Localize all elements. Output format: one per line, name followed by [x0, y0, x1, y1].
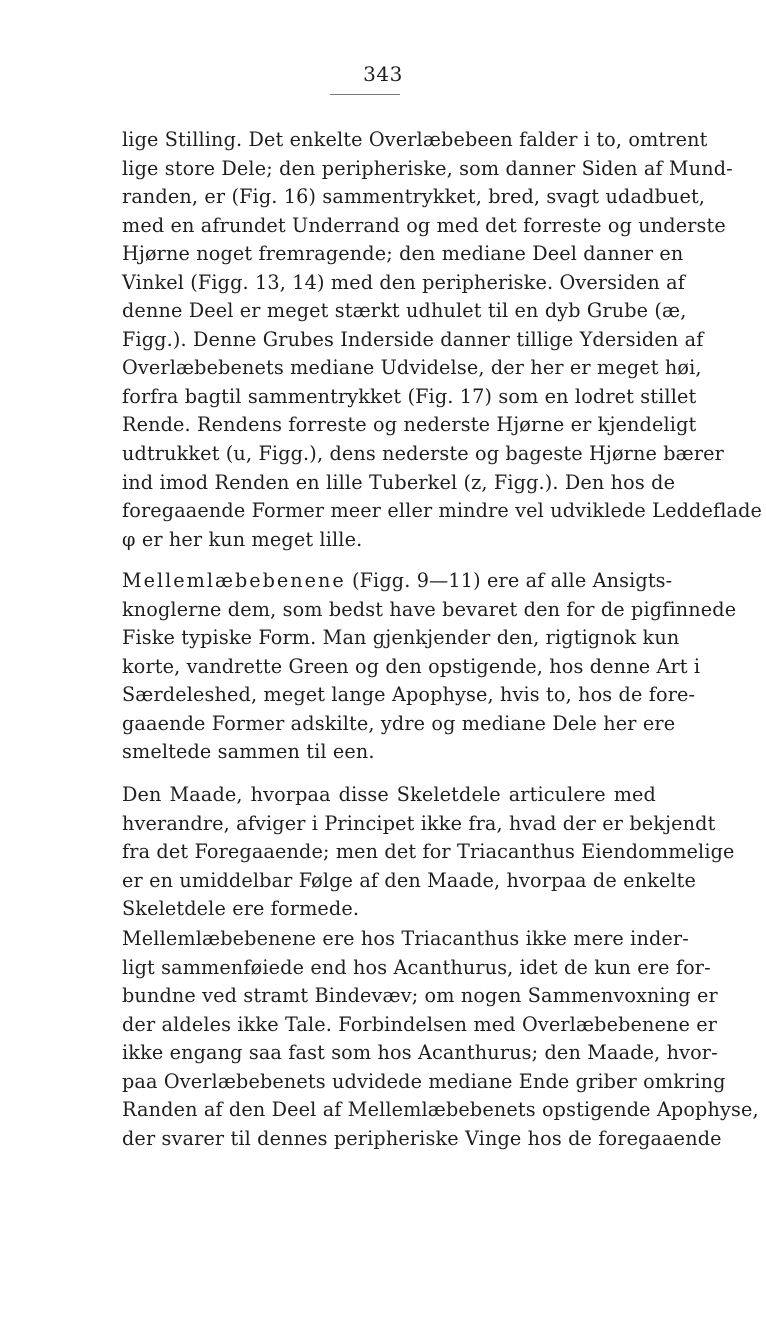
text-line: knoglerne dem, som bedst have bevaret den for de pigfinnede — [122, 597, 737, 621]
text-line: forfra bagtil sammentrykket (Fig. 17) som en lodret stillet — [122, 384, 697, 408]
text-line: Overlæbebenets mediane Udvidelse, der her er meget høi, — [122, 356, 702, 380]
text-line: Mellemlæbebenene ere hos Triacanthus ikke mere inder- — [122, 927, 689, 950]
text-line: gaaende Former adskilte, ydre og mediane Dele her ere — [122, 711, 676, 735]
text-line: Figg.). Denne Grubes Inderside danner tillige Ydersiden af — [122, 327, 704, 351]
paragraph-mellemlaebebenene — [122, 567, 737, 767]
text-line: er en umiddelbar Følge af den Maade, hvorpaa de enkelte — [122, 868, 697, 892]
text-line: udtrukket (u, Figg.), dens nederste og bageste Hjørne bærer — [122, 442, 725, 466]
page-number: 343 — [363, 62, 403, 86]
text-line: ikke engang saa fast som hos Acanthurus; den Maade, hvor- — [122, 1041, 718, 1065]
paragraph-forbindelse — [122, 925, 759, 1153]
text-line: Rende. Rendens forreste og nederste Hjørne er kjendeligt — [122, 413, 697, 437]
text-line: lige Stilling. Det enkelte Overlæbebeen falder i to, omtrent — [122, 128, 708, 151]
page-number-underline — [330, 94, 400, 95]
text-line: bundne ved stramt Bindevæv; om nogen Sammenvoxning er — [122, 984, 718, 1008]
text-line: smeltede sammen til een. — [122, 740, 375, 764]
text-line: foregaaende Former meer eller mindre vel udviklede Leddeflade — [122, 499, 763, 523]
paragraph-articulation — [122, 781, 735, 924]
paragraph-overlaebeben — [122, 126, 763, 554]
text-line: korte, vandrette Green og den opstigende, hos denne Art i — [122, 654, 701, 678]
spaced-heading-word: Mellemlæbebenene — [122, 569, 346, 592]
text-line: φ er her kun meget lille. — [122, 527, 363, 551]
text-line-first — [122, 567, 673, 596]
text-line: fra det Foregaaende; men det for Triacanthus Eiendommelige — [122, 840, 735, 864]
text-line: paa Overlæbebenets udvidede mediane Ende griber omkring — [122, 1069, 726, 1093]
text-line: Vinkel (Figg. 13, 14) med den peripheriske. Oversiden af — [122, 270, 685, 294]
text-line: Skeletdele ere formede. — [122, 897, 360, 921]
text-line: denne Deel er meget stærkt udhulet til en dyb Grube (æ, — [122, 299, 687, 323]
text-line: med en afrundet Underrand og med det forreste og underste — [122, 213, 726, 237]
text-line: Fiske typiske Form. Man gjenkjender den, rigtignok kun — [122, 626, 680, 650]
text-line: Hjørne noget fremragende; den mediane Deel danner en — [122, 242, 684, 266]
text-line: ind imod Renden en lille Tuberkel (z, Figg.). Den hos de — [122, 470, 676, 494]
text-line: der svarer til dennes peripheriske Vinge hos de foregaaende — [122, 1126, 722, 1150]
text-line: ligt sammenføiede end hos Acanthurus, idet de kun ere for- — [122, 955, 711, 979]
text-line: lige store Dele; den peripheriske, som danner Siden af Mund- — [122, 156, 733, 180]
text-line: Den Maade, hvorpaa disse Skeletdele articulere med — [122, 783, 656, 806]
text-line: Randen af den Deel af Mellemlæbebenets opstigende Apophyse, — [122, 1098, 759, 1122]
text-line: hverandre, afviger i Principet ikke fra, hvad der er bekjendt — [122, 811, 716, 835]
text-line: der aldeles ikke Tale. Forbindelsen med Overlæbebenene er — [122, 1012, 718, 1036]
text-line: randen, er (Fig. 16) sammentrykket, bred, svagt udadbuet, — [122, 185, 706, 209]
text-fragment: (Figg. 9—11) ere af alle Ansigts- — [345, 569, 673, 592]
text-line: Særdeleshed, meget lange Apophyse, hvis to, hos de fore- — [122, 683, 696, 707]
